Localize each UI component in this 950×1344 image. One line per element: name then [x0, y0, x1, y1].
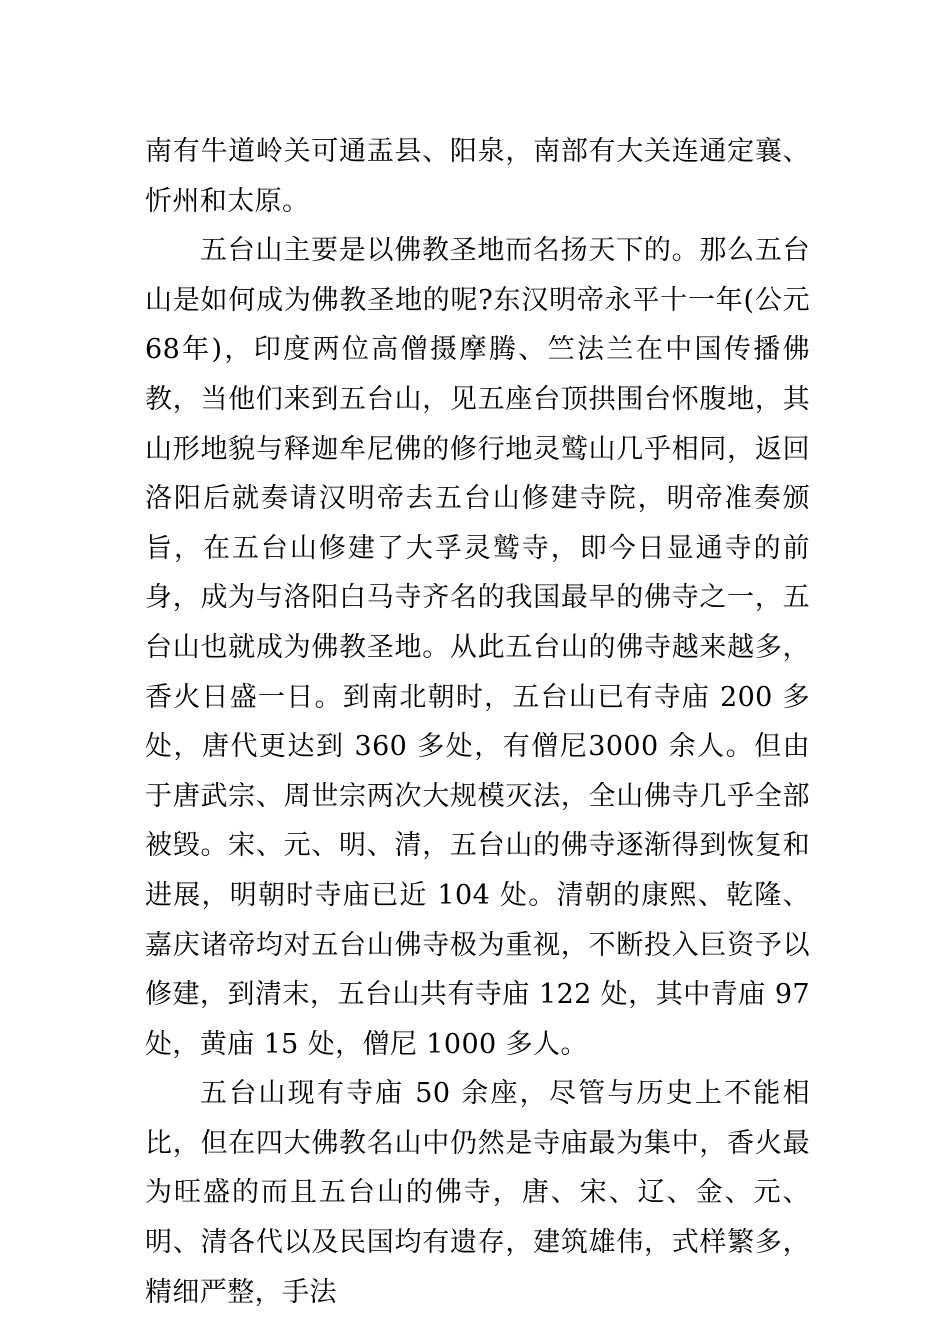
paragraph-2: 五台山主要是以佛教圣地而名扬天下的。那么五台山是如何成为佛教圣地的呢?东汉明帝永平十一年(公元68年)，印度两位高僧摄摩腾、竺法兰在中国传播佛教，当他们来到五台山，见五座台顶拱围台怀腹地，其山形地貌与释迦牟尼佛的修行地灵鹫山几乎相同，返回洛阳后就奏请汉明帝去五台山修建寺院，明帝准奏颁旨，在五台山修建了大孚灵鹫寺，即今日显通寺的前身，成为与洛阳白马寺齐名的我国最早的佛寺之一，五台山也就成为佛教圣地。从此五台山的佛寺越来越多，香火日盛一日。到南北朝时，五台山已有寺庙 200 多处，唐代更达到 360 多处，有僧尼3000 余人。但由于唐武宗、周世宗两次大规模灭法，全山佛寺几乎全部被毁。宋、元、明、清，五台山的佛寺逐渐得到恢复和进展，明朝时寺庙已近 104 处。清朝的康熙、乾隆、嘉庆诸帝均对五台山佛寺极为重视，不断投入巨资予以修建，到清末，五台山共有寺庙 122 处，其中青庙 97 处，黄庙 15 处，僧尼 1000 多人。	[145, 235, 810, 1060]
paragraph-1: 南有牛道岭关可通盂县、阳泉，南部有大关连通定襄、忻州和太原。	[145, 136, 810, 217]
paragraph-3: 五台山现有寺庙 50 余座，尽管与历史上不能相比，但在四大佛教名山中仍然是寺庙最为集中，香火最为旺盛的而且五台山的佛寺，唐、宋、辽、金、元、明、清各代以及民国均有遗存，建筑雄伟，式样繁多，精细严整，手法	[145, 1078, 810, 1308]
body-text	[145, 127, 810, 1317]
